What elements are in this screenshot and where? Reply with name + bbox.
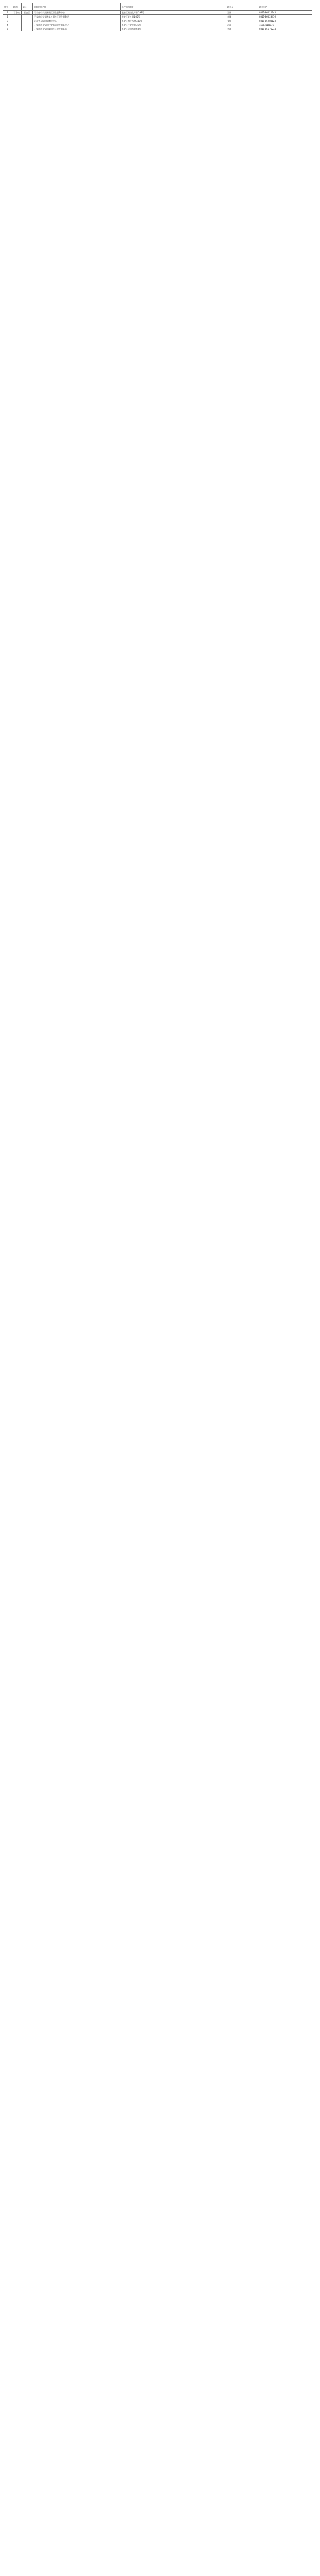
- table-body: [3, 11, 312, 31]
- table-row: [3, 15, 312, 19]
- table-cell-contact-phone: 0311-85671234: [258, 27, 312, 31]
- table-row: [3, 11, 312, 15]
- document-page: [3, 3, 312, 31]
- table-cell-contact-person: 赵静: [226, 23, 258, 27]
- table-cell-city: 石家庄: [12, 11, 22, 15]
- table-row: [3, 23, 312, 27]
- medical-institution-table: [3, 3, 312, 31]
- table-cell-institution-name: 石家庄市长安区广安街道卫生服务中心: [33, 23, 121, 27]
- table-cell-district: 长安区: [22, 11, 33, 15]
- table-cell-seq: 1: [3, 11, 12, 15]
- table-cell-institution-name: 河北省人民医院体检中心: [33, 19, 121, 23]
- table-cell-institution-address: 长安区育才街105号: [121, 15, 226, 19]
- table-row: [3, 27, 312, 31]
- table-cell-contact-person: 李娜: [226, 15, 258, 19]
- header-city: 地市: [12, 3, 22, 11]
- table-row: [3, 19, 312, 23]
- table-cell-seq: 2: [3, 15, 12, 19]
- header-contact-person: 联系人: [226, 3, 258, 11]
- table-cell-institution-name: 石家庄市长安区谈固社区卫生服务站: [33, 27, 121, 31]
- header-seq: 序号: [3, 3, 12, 11]
- table-cell-district: [22, 15, 33, 19]
- table-header-row: [3, 3, 312, 11]
- table-cell-institution-name: 石家庄市长安区社区卫生服务中心: [33, 11, 121, 15]
- table-cell-institution-address: 长安区和平西路348号: [121, 19, 226, 23]
- header-district: 县区: [22, 3, 33, 11]
- table-cell-district: [22, 27, 33, 31]
- table-cell-seq: 4: [3, 23, 12, 27]
- table-cell-contact-phone: 15303118876: [258, 23, 312, 27]
- table-cell-city: [12, 19, 22, 23]
- table-cell-contact-phone: 0311-86023456: [258, 15, 312, 19]
- table-cell-institution-address: 长安区谈固东街58号: [121, 27, 226, 31]
- table-cell-city: [12, 15, 22, 19]
- table-cell-institution-address: 长安区广安大街36号: [121, 23, 226, 27]
- table-cell-city: [12, 27, 22, 31]
- table-cell-seq: 5: [3, 27, 12, 31]
- table-cell-contact-person: 刘洋: [226, 27, 258, 31]
- table-cell-seq: 3: [3, 19, 12, 23]
- table-cell-contact-phone: 0311-86012345: [258, 11, 312, 15]
- table-cell-contact-person: 王丽: [226, 11, 258, 15]
- header-contact-phone: 联系电话: [258, 3, 312, 11]
- table-cell-district: [22, 19, 33, 23]
- table-cell-contact-person: 张敏: [226, 19, 258, 23]
- table-cell-city: [12, 23, 22, 27]
- table-cell-district: [22, 23, 33, 27]
- table-cell-institution-name: 石家庄市长安区育才街社区卫生服务站: [33, 15, 121, 19]
- table-cell-contact-phone: 0311-85988123: [258, 19, 312, 23]
- header-institution-name: 医疗机构名称: [33, 3, 121, 11]
- header-institution-address: 医疗机构地址: [121, 3, 226, 11]
- table-cell-institution-address: 长安区建设北大街198号: [121, 11, 226, 15]
